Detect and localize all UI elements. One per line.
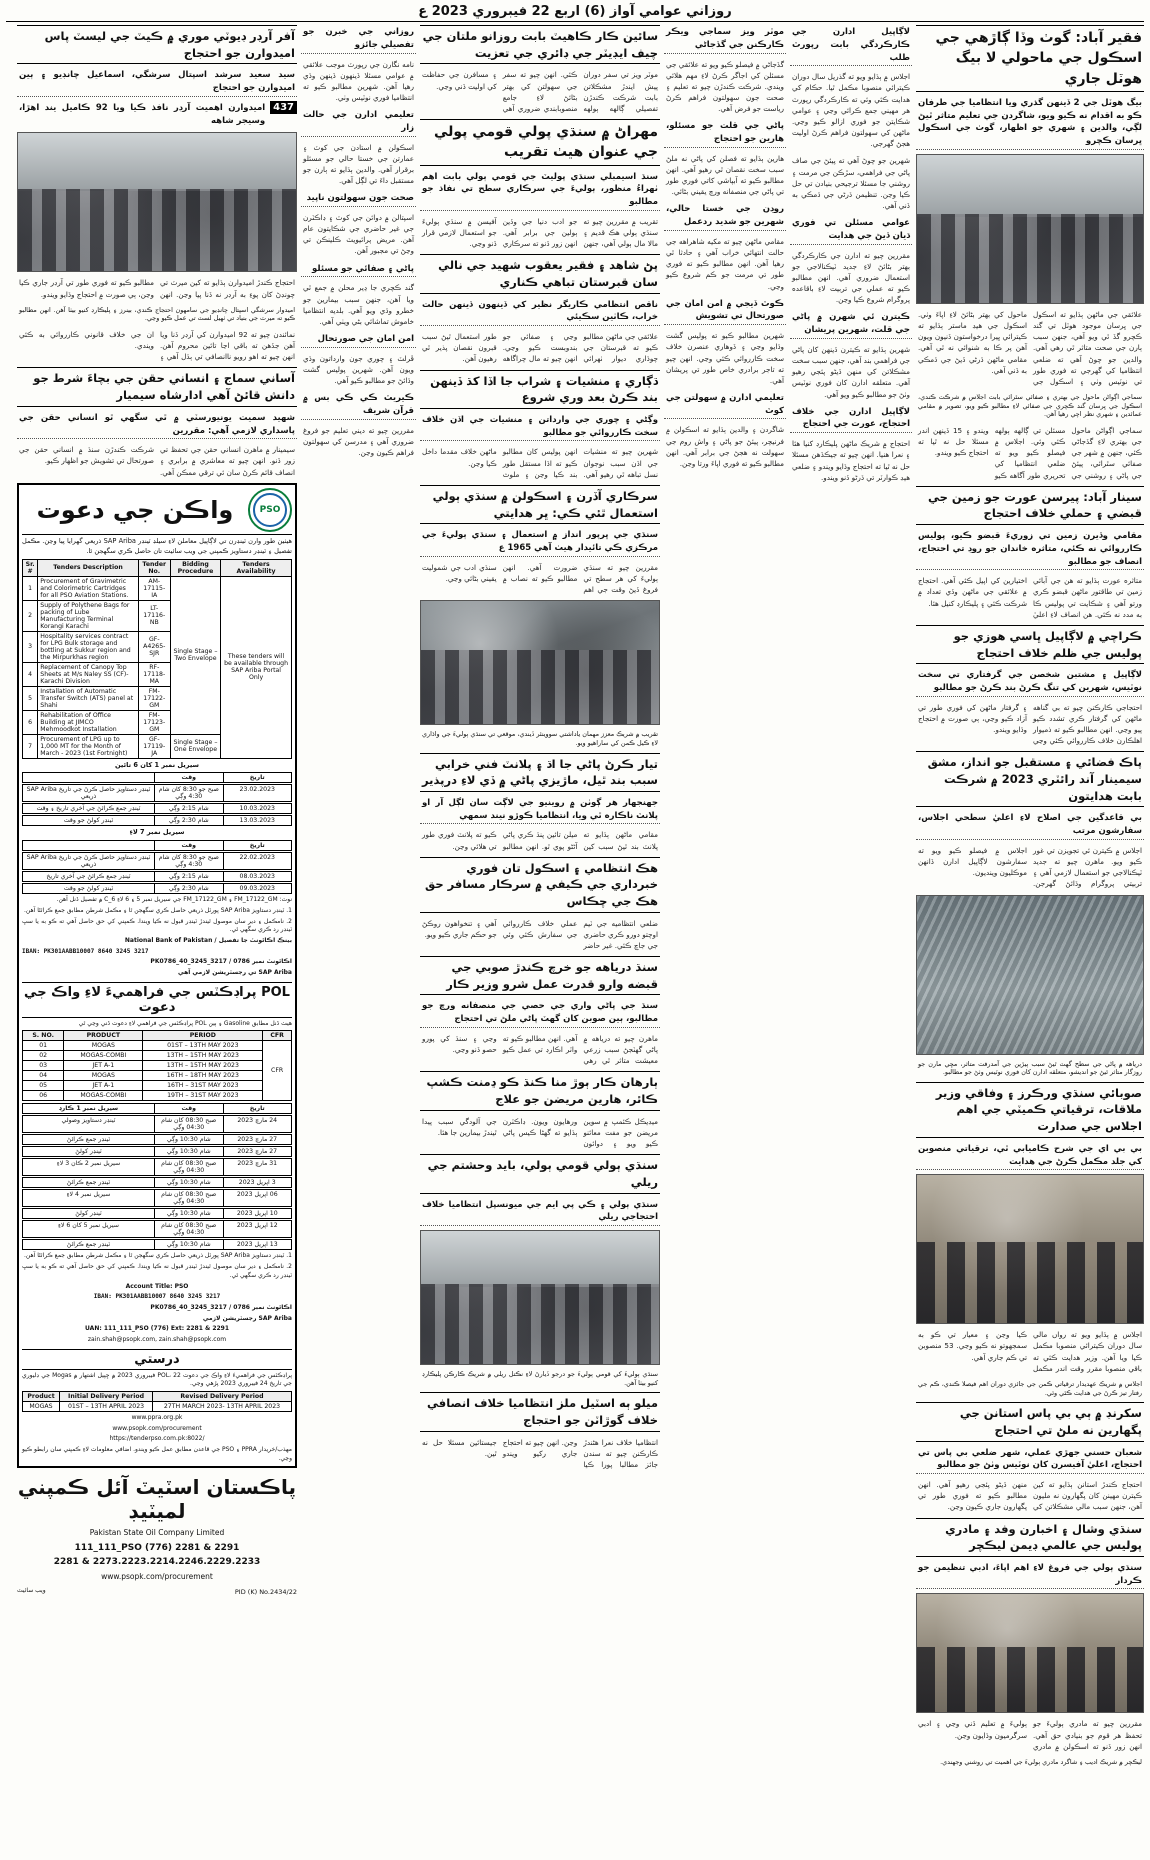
article-body: هارين ٻڌايو ته فصلن کي پاڻي نه ملڻ سبب سخت نقصان ٿي رهيو آهي. انهن مطالبو ڪيو ته آبپاشي کاتي فوري طور تي پاڻي جي منصفانه ورڇ يقيني بڻائي. xyxy=(666,153,784,197)
photo-caption: ليڪچر ۾ شريڪ اديب ۽ شاگرد مادري ٻوليءَ جي اهميت تي روشني وجهندي. xyxy=(940,1757,1142,1766)
cell-sno: 05 xyxy=(23,1081,64,1091)
cell-time: شام 2:15 وڳي xyxy=(154,804,223,813)
article-body: علائقي جي ماڻهن ٻڌايو ته اسڪول جي ڀرسان موجود هوٽل تي گند ڪچرو گڏ ٿي ويو آهي، جنهن سبب ٻارن جي صحت متاثر ٿي رهي آهي. والدين جو چوڻ آهي ته ضلعي انتظاميا کي گهرجي ته فوري طور تي نوٽيس وٺي ۽ اسڪول جي ماحول کي بهتر بڻائڻ لاءِ اپاءَ وٺي. اسڪول جي هيڊ ماستر ٻڌايو ته ڪيترائي ڀيرا درخواستون ڏنيون ويون آهن پر ڪا به شنوائي نه ٿي آهي. مقامي ماڻهن ڌرڻي ڏيڻ جي ڌمڪي به ڏني آهي. xyxy=(918,309,1142,386)
cell-date: 27 مارچ 2023 xyxy=(223,1135,292,1144)
account-title: Account Title: PSO xyxy=(125,1282,189,1290)
subheadline: بي بي اي جي شرح ڪاميابي ٿي، ترقياتي منصوبن کي جلد مڪمل ڪرڻ جي هدايت xyxy=(916,1142,1144,1171)
cell-period: 16TH – 18TH MAY 2023 xyxy=(143,1071,263,1081)
correction-title: درستي xyxy=(22,1349,292,1370)
col-header-date: تاريخ xyxy=(223,841,292,850)
cell-sno: 03 xyxy=(23,1061,64,1071)
article-body: احتجاج ڪندڙ استانن ٻڌايو ته کين ڪيترن مهينن کان پگهارون نه مليون آهن، جنهن سبب مالي مشڪلاتن کي منهن ڏيڻو پئجي رهيو آهي. انهن مطالبو ڪيو ته فوري طور تي پگهارون جاري ڪيون وڃن. xyxy=(918,1480,1142,1512)
col-header-availability: Tenders Availability xyxy=(221,559,292,576)
col-header-product: PRODUCT xyxy=(64,1031,143,1041)
cell-time: شام 2:30 وڳي xyxy=(154,884,223,893)
table-row xyxy=(23,1071,292,1081)
article-body: انتظاميا خلاف نعرا هڻندڙ ڪارڪنن چيو ته سندن جائز مطالبا پورا ڪيا وڃن. انهن چيو ته احتجاج جاري رکيو ويندو جيستائين مسئلا حل نه ٿين. xyxy=(422,1437,658,1470)
schedule-row xyxy=(22,871,292,882)
article-body: شهرين چيو ته منشيات جي اڏن سبب نوجوان نسل تباهه ٿي رهيو آهي. انهن پوليس کان مطالبو ڪيو ته اڏا مستقل طور بند ڪيا وڃن ۽ ملوث ماڻهن خلاف مقدما داخل ڪيا وڃن. xyxy=(422,447,658,479)
headline: سکرنڊ ۾ ٻي بي پاس استانن جي پگهارين نه ملڻ تي احتجاج xyxy=(916,1402,1144,1441)
cell-desc: Hospitality services contract for LPG Bulk storage and bottling at Sukkur region and the Mirpurkhas region xyxy=(38,631,138,662)
col-header-date: تاريخ xyxy=(223,1104,292,1113)
col-header-sr: Sr. # xyxy=(23,559,38,576)
cell-label: ٽينڊر دستاويز وصولي xyxy=(61,1117,116,1125)
account-line: اڪائونٽ نمبر PK0786_40_3245_3217 / 0786 xyxy=(150,958,292,966)
schedule-row xyxy=(22,1220,292,1238)
serial-note-1: سيريل نمبر 1 کان 6 تائين xyxy=(115,760,199,769)
article-body: مقررين چيو ته ديني تعليم جو فروغ ضروري آهي ۽ مدرسن کي سهولتون فراهم ڪيون وڃن. xyxy=(303,425,414,458)
schedule-table-2 xyxy=(22,840,292,894)
ariba-registration-line: SAP Ariba تي رجسٽريشن لازمي آهي xyxy=(178,969,292,977)
cell-no: FM-17123-GM xyxy=(138,710,170,734)
column-4 xyxy=(420,25,660,1855)
article-body: ماهرن چيو ته درياهه ۾ پاڻي گهٽجڻ سبب زرعي معيشت متاثر ٿي رهي آهي. انهن مطالبو ڪيو ته واٽر اڪارڊ تي عمل ڪيو وڃي ۽ سنڌ کي پورو حصو ڏنو وڃي. xyxy=(422,1033,658,1066)
cell-sr: 7 xyxy=(23,734,38,758)
subheadline: سنڌ جي پاڻي واري جي حصي جي منصفانه ورڇ جو مطالبو، ٻين صوبن کان گهٽ پاڻي ملڻ تي احتجاج xyxy=(420,999,660,1028)
article-body: اجلاس ۾ ڪيترن ئي تجويزن تي غور ڪيو ويو. ماهرن چيو ته جديد ٽيڪنالاجي جو استعمال لازمي آهي ۽ تربيتي پروگرام وڌائڻ گهرجن. اجلاس ۾ فيصلو ڪيو ويو ته سفارشون لاڳاپيل ادارن ڏانهن موڪليون وينديون. xyxy=(918,845,1142,889)
cell-sno: 01 xyxy=(23,1041,64,1051)
article-body: شاگردن ۽ والدين ٻڌايو ته اسڪولن ۾ فرنيچر، پيئڻ جو پاڻي ۽ واش روم جي سهولت نه هجڻ جي برابر آهي. انهن مطالبو ڪيو ته فوري اپاءَ ورتا وڃن. xyxy=(666,425,784,468)
cell-time: صبح جو 8:30 کان شام 4:30 وڳي xyxy=(154,853,223,869)
iban-line: IBAN: PK301AABB10007 8640 3245 3217 xyxy=(22,947,149,955)
cell-availability: These tenders will be available through SAP Ariba Portal Only xyxy=(221,576,292,758)
subheadline: صحت جون سهولتون ناپيد xyxy=(301,191,416,207)
cell-label: ٽينڊر دستاويز حاصل ڪرڻ جي تاريخ SAP Ariba ذريعي xyxy=(26,854,151,869)
subheadline: شعبان حسني جهڙي عملي، شهر ضلعي بي پاس تي احتجاج، اعليٰ آفيسرن کان نوٽيس وٺڻ جو مطالبو xyxy=(916,1446,1144,1475)
subheadline: تعليمي ادارن ۾ سهولتن جي کوٽ xyxy=(664,391,786,420)
article-body: ڦرلٽ ۽ چوري جون وارداتون وڌي ويون آهن. شهرين پوليس گشت وڌائڻ جو مطالبو ڪيو آهي. xyxy=(303,353,414,386)
headline: سرڪاري آڏرن ۽ اسڪولن ۾ سنڌي ٻولي استعمال ٿئي ڪي: ڀر هدايتي xyxy=(420,485,660,524)
cell-desc: Supply of Polythene Bags for packing of Lube Manufacturing Terminal Korangi Karachi xyxy=(38,600,138,631)
headline: ڌڳاري ۽ منشيات ۽ شراب جا اڏا کڌ ڏينهن بند ڪرڻ بعد وري شروع xyxy=(420,370,660,409)
col-header-desc: Tenders Description xyxy=(38,559,138,576)
cell-date: 06 اپريل 2023 xyxy=(223,1190,292,1206)
headline: هڪ انتظامي ۽ اسڪول تان فوري خبرداري جي ڪيفي ۾ سرڪار مسافر حق هڪ جي چڪاس xyxy=(420,857,660,913)
col-header-revised: Revised Delivery Period xyxy=(153,1392,292,1402)
link-tenderpso[interactable]: https://tenderpso.com.pk:8022/ xyxy=(109,1435,205,1443)
cell-label: ٽينڊر جمع ڪرائڻ جي آخري تاريخ ۽ وقت xyxy=(36,805,141,813)
article-body: گڏجاڻي ۾ فيصلو ڪيو ويو ته علائقي جي مسئلن کي اجاگر ڪرڻ لاءِ مهم هلائي ويندي. شرڪت ڪندڙن چيو ته تعليم ۽ صحت جون سهولتون فراهم ڪرڻ رياست جو فرض آهي. xyxy=(666,59,784,114)
table-row xyxy=(23,1041,292,1051)
cell-label: ٽينڊر کولڻ xyxy=(75,1210,102,1218)
col-header-time: وقت xyxy=(154,841,223,850)
ariba-registration-line-2: SAP Ariba رجسٽريشن لازمي xyxy=(202,1314,292,1322)
cell-product: MOGAS-COMBI xyxy=(64,1051,143,1061)
cell-label: سيريل نمبر 5 کان 6 لاءِ xyxy=(58,1222,119,1230)
cell-date: 23.02.2023 xyxy=(223,785,292,801)
condition-1: 1. ٽينڊر دستاويز SAP Ariba پورٽل ذريعي حاصل ڪري سگهجن ٿا ۽ مڪمل شرطن مطابق جمع ڪرائڻا آهن. xyxy=(24,906,292,914)
subheadline: لاڳاپيل ادارن جي خلاف احتجاج، عورت جي احتجاج xyxy=(790,405,912,434)
cell-sr: 4 xyxy=(23,662,38,686)
cell-label: ٽينڊر جمع ڪرائڻ xyxy=(66,1179,111,1187)
cell-time: شام 10:30 وڳي xyxy=(154,1147,223,1156)
col-header-product: Product xyxy=(23,1392,60,1402)
masthead: روزاني عوامي آواز (6) اربع 22 فيبروري 2023 ع xyxy=(6,4,1144,22)
cell-date: 3 اپريل 2023 xyxy=(223,1178,292,1187)
cell-date: 10 اپريل 2023 xyxy=(223,1209,292,1218)
cell-time: صبح 08:30 کان شام 04:30 وڳي xyxy=(154,1159,223,1175)
tenders-table xyxy=(22,559,292,759)
article-body: مقررين چيو ته سنڌي ٻوليءَ کي هر سطح تي فروغ ڏيڻ وقت جي اهم ضرورت آهي. انهن مطالبو ڪيو ته نصاب ۾ سنڌي ادب جي شموليت يقيني بڻائي وڃي. xyxy=(422,562,658,595)
cell-product: MOGAS xyxy=(64,1041,143,1051)
schedule-row xyxy=(22,1158,292,1176)
cell-no: RF-17118-MA xyxy=(138,662,170,686)
pol-schedule-table xyxy=(22,1103,292,1250)
col-header-no: Tender No. xyxy=(138,559,170,576)
closing-note: مهذب/خريدار PPRA ۽ PSO جي قاعدن مطابق عمل ڪيو ويندو. اضافي معلومات لاءِ ڪمپني سان رابطو ڪيو وڃي. xyxy=(22,1446,292,1462)
col-header-cfr: CFR xyxy=(263,1031,292,1041)
headline: فقير آباد: گوٺ وڏا ڳاڙهي جي اسڪول جي ماحولي لا بيگ هوٽل جاري xyxy=(916,25,1144,92)
cell-label: ٽينڊر کولڻ xyxy=(75,1148,102,1156)
cell-sr: 3 xyxy=(23,631,38,662)
article-body: اجلاس ۾ ٻڌايو ويو ته رواں مالي سال دوران ڪيترائي منصوبا مڪمل ڪيا ويا آهن. وزير هدايت ڪئي ته باقي منصوبا مقرر وقت اندر مڪمل ڪيا وڃن ۽ معيار تي ڪو به سمجهوتو نه ڪيو وڃي. 53 منصوبن تي ڪم جاري آهي. xyxy=(918,1330,1142,1373)
article-body: ميڊيڪل ڪئمپ ۾ سوين مريضن جو مفت معائنو ڪيو ويو ۽ دوائون ورهايون ويون. ڊاڪٽرن ٻڌايو ته گهڻا ڪيس پاڻي جي آلودگي سبب پيدا ٿيندڙ بيمارين جا هئا. xyxy=(422,1116,658,1149)
col-header-time: وقت xyxy=(154,773,223,782)
cell-period: 13TH – 15TH MAY 2023 xyxy=(143,1051,263,1061)
link-procurement[interactable]: www.psopk.com/procurement xyxy=(112,1424,202,1432)
article-body: سيمينار ۾ ماهرن انساني حقن جي تحفظ تي زور ڏنو. انهن چيو ته معاشري ۾ برابري ۽ انصاف قائم ڪرڻ سان ئي ترقي ممڪن آهي. شرڪت ڪندڙن سنڌ ۾ انساني حقن جي صورتحال تي تشويش جو اظهار ڪيو. xyxy=(19,445,295,477)
schedule-row xyxy=(22,1134,292,1145)
column-5 xyxy=(301,25,416,1855)
iban-line-2: IBAN: PK301AABB10007 8640 3245 3217 xyxy=(93,1293,221,1301)
cell-time: شام 2:30 وڳي xyxy=(154,816,223,825)
schedule-header xyxy=(22,1103,292,1114)
footer-website[interactable]: www.psopk.com/procurement xyxy=(101,1572,213,1582)
col-header-date: تاريخ xyxy=(223,773,292,782)
article-body: اجلاس ۾ ٻڌايو ويو ته گذريل سال دوران ڪيترائي منصوبا مڪمل ٿيا. حڪام کي هدايت ڪئي وئي ته ڪارڪردگي رپورٽ هر مهيني جمع ڪرائي وڃي ۽ عوامي شڪايتن جو فوري ازالو ڪيو وڃي. ماڻهن کي سهولتون فراهم ڪرڻ اوليت هجڻ گهرجي. xyxy=(792,72,910,149)
cell-date: 08.03.2023 xyxy=(223,872,292,881)
subheadline: روزاني جي خبرن جو تفصيلي جائزو xyxy=(301,25,416,54)
cell-sno: 04 xyxy=(23,1071,64,1081)
article-body: نمائندن چيو ته 92 اميدوارن کي آرڊر ڏنا ويا آهن جڏهن ته باقي اڃا تائين محروم آهن. انهن چيو ته اهو رويو ناانصافي تي ٻڌل آهي ۽ ان جي خلاف قانوني ڪارروائي به ڪئي ويندي. xyxy=(19,329,295,362)
headline: پڻ شاهد ۽ فقير يعقوب شهيد جي نالي سان قبرستان تباهي ڪناري xyxy=(420,254,660,293)
cell-period: 16TH – 31ST MAY 2023 xyxy=(143,1081,263,1091)
table-row xyxy=(23,1061,292,1071)
condition-2: 2. نامڪمل ۽ دير سان موصول ٿيندڙ ٽينڊر قبول نه ڪيا ويندا. ڪمپني کي حق حاصل آهي ته ڪو به يا سڀ ٽينڊر رد ڪري سگهي ٿي. xyxy=(22,917,292,934)
article-body: گند ڪچري جا ڍير محلن ۾ جمع ٿي ويا آهن، جنهن سبب بيمارين جو خطرو وڌي ويو آهي. بلديه انتظاميا خاموش تماشائي بڻي ويٺي آهي. xyxy=(303,283,414,326)
column-3 xyxy=(664,25,786,1855)
pol-condition-1: 1. ٽينڊر دستاويز SAP Ariba پورٽل ذريعي حاصل ڪري سگهجن ٿا ۽ مڪمل شرطن مطابق جمع ڪرائڻا آهن. xyxy=(24,1252,292,1260)
cell-label: ٽينڊر دستاويز حاصل ڪرڻ جي تاريخ SAP Ariba ذريعي xyxy=(26,786,151,801)
headline: سنڌي ٻولي قومي ٻولي، بايد وحشتم جي ريلي xyxy=(420,1154,660,1193)
headline: پاڪ فضائي ۽ مستقبل جو انداز، مشق سيمينار آند رائٽري 2023 ۾ شرڪت بابت هدايتون xyxy=(916,751,1144,807)
cell-date: 13 اپريل 2023 xyxy=(223,1240,292,1249)
subheadline: لاڳاپيل ۽ مشتبن شخصن جي گرفتاري تي سخت نوٽيس، شهرين کي تنگ ڪرڻ بند ڪرڻ جو مطالبو xyxy=(916,668,1144,697)
schedule-header xyxy=(22,772,292,783)
headline: ڪراچي ۾ لاڳاپيل ڀاسي هوزي جو پوليس جي ظلم خلاف احتجاج xyxy=(916,625,1144,664)
headline: صوبائي سنڌي ورڪرز ۽ وفاقي وزير ملاقات، ترقياتي ڪميٽي جي اهم اجلاس جي صدارت xyxy=(916,1082,1144,1138)
cell-label: ٽينڊر جمع ڪرائڻ xyxy=(66,1136,111,1144)
cell-no: GF-A4265-SJR xyxy=(138,631,170,662)
schedule-row xyxy=(22,1189,292,1207)
cell-period: 01ST – 13TH MAY 2023 xyxy=(143,1041,263,1051)
cell-time: شام 10:30 وڳي xyxy=(154,1240,223,1249)
cell-cfr: CFR xyxy=(263,1041,292,1101)
cell-time: شام 10:30 وڳي xyxy=(154,1135,223,1144)
cell-date: 31 مارچ 2023 xyxy=(223,1159,292,1175)
article-body: تقريب ۾ مقررين چيو ته سنڌي ٻولي هڪ قديم ۽ مالا مال ٻولي آهي، جنهن جو ادب دنيا جي وڏين ٻولين جي برابر آهي. انهن زور ڏنو ته سرڪاري آفيسن ۾ سنڌي ٻوليءَ جو استعمال لازمي قرار ڏنو وڃي. xyxy=(422,216,658,249)
advert-header xyxy=(22,488,292,535)
schedule-row xyxy=(22,1208,292,1219)
cell-label: سيريل نمبر 2 ڪان 3 لاءِ xyxy=(56,1160,121,1168)
pol-intro: هيٺ ڏنل مطابق Gasoline ۽ ٻين POL پراڊڪٽس جي فراهمي لاءِ دعوت ڏني وڃي ٿي xyxy=(78,1019,292,1027)
cell-date: 13.03.2023 xyxy=(223,816,292,825)
cell-desc: Procurement of Gravimetric and Colorimetric Cartridges for all PSO Aviation Stations. xyxy=(38,576,138,600)
cell-time: صبح 08:30 کان شام 04:30 وڳي xyxy=(154,1221,223,1237)
photo-caption: اميدوار سرشگي اسپتال چانڊيو جي سامهون احتجاج ڪندي، بينرز ۽ پليڪارڊ کنيو بيٺا آهن. انهن مطالبو ڪيو ته ميرٽ جي بنياد تي ٺهيل لسٽ تي عمل ڪيو وڃي. xyxy=(19,305,295,323)
article-body: مقررين چيو ته ادارن جي ڪارڪردگي بهتر بڻائڻ لاءِ جديد ٽيڪنالاجي جو استعمال ضروري آهي. انهن مطالبو ڪيو ته عملي جي تربيت لاءِ باقاعده پروگرام شروع ڪيا وڃن. xyxy=(792,250,910,305)
schedule-row xyxy=(22,1146,292,1157)
article-body: احتجاجي ڪارڪنن چيو ته بي گناهه ماڻهن کي گرفتار ڪري تشدد ڪيو پيو وڃي. انهن مطالبو ڪيو ته ذميوار اهلڪارن خلاف ڪارروائي ڪئي وڃي ۽ گرفتار ماڻهن کي فوري طور تي آزاد ڪيو وڃي، ٻي صورت ۾ احتجاج وڌايو ويندو. xyxy=(918,702,1142,746)
pol-condition-2: 2. نامڪمل ۽ دير سان موصول ٿيندڙ ٽينڊر قبول نه ڪيا ويندا. ڪمپني کي حق حاصل آهي ته ڪو به يا سڀ ٽينڊر رد ڪري سگهي ٿي. xyxy=(22,1263,292,1279)
cell-period: 13TH – 15TH MAY 2023 xyxy=(143,1061,263,1071)
cell-time: صبح 08:30 کان شام 04:30 وڳي xyxy=(154,1116,223,1132)
subheadline: عوامي مسئلن تي فوري ڌيان ڏيڻ جي هدايت xyxy=(790,216,912,245)
table-row xyxy=(23,1081,292,1091)
news-photo xyxy=(916,1174,1144,1324)
link-ppra[interactable]: www.ppra.org.pk xyxy=(131,1414,183,1422)
columns-container xyxy=(6,25,1144,1855)
column-1 xyxy=(916,25,1144,1855)
headline: سينار آباد: پيرسن عورت جو زمين جي قبضي ۽ حملي خلاف احتجاج xyxy=(916,486,1144,525)
cell-no: FM-17122-GM xyxy=(138,686,170,710)
count-badge: 437 xyxy=(270,101,297,114)
cell-no: AM-17115-IA xyxy=(138,576,170,600)
schedule-row xyxy=(22,815,292,826)
account-line-2: اڪائونٽ نمبر PK0786_40_3245_3217 / 0786 xyxy=(150,1303,292,1311)
subheadline: بي قاعدگين جي اصلاح لاءِ اعليٰ سطحي اجلاس، سفارشون مرتب xyxy=(916,811,1144,840)
schedule-row xyxy=(22,1115,292,1133)
schedule-row xyxy=(22,803,292,814)
headline: ٻارهان ڪار ٻوڙ منا ڪنڌ ڪو ڍمنت ڪشپ ڪائر، هارين مريضن جو علاج xyxy=(420,1071,660,1110)
schedule-header xyxy=(22,840,292,851)
pol-table xyxy=(22,1030,292,1101)
pol-advert-title: POL پراڊڪٽس جي فراهميءَ لاءِ واڪ جي دعوت xyxy=(22,982,292,1018)
cell-product: MOGAS xyxy=(23,1402,60,1412)
article-body: شهرين جو چوڻ آهي ته پيئڻ جي صاف پاڻي جي فراهمي، سڙڪن جي مرمت ۽ روشني جا مسئلا ترجيحي بنيادن تي حل ڪيا وڃن. تنظيمن ڌرڻي جي ڌمڪي به ڏني آهي. xyxy=(792,156,910,210)
article-body: احتجاج ڪندڙ اميدوارن ٻڌايو ته کين ميرٽ تي چونڊڻ کان پوءِ به آرڊر نه ڏنا پيا وڃن. انهن مطالبو ڪيو ته فوري طور تي آرڊر جاري ڪيا وڃن، ٻي صورت ۾ احتجاج وڌايو ويندو. xyxy=(19,278,295,299)
cell-label: ٽينڊر جمع ڪرائڻ جي آخري تاريخ xyxy=(46,873,131,881)
news-photo xyxy=(916,895,1144,1055)
subheadline: جهنجهار هر ڳوٺن ۾ روينيو جي لاڳت سان لڳل آر او پلانٽ ناڪاره ٿي ويا، انتظاميا ڪوڙو نيند سمهي xyxy=(420,796,660,825)
subheadline: اميدوارن اهميت آرڊر نافذ ڪيا ويا 92 ڪاميل يند اهڙا، وسيجر شاهه xyxy=(19,102,266,126)
article-body: مقامي ماڻهن چيو ته مکيه شاهراهه جي حالت انتهائي خراب آهي ۽ حادثا ٿي رهيا آهن. انهن مطالبو ڪيو ته فوري طور تي مرمت جو ڪم شروع ڪيو وڃي. xyxy=(666,236,784,291)
subheadline: شهيد سميت يونيورسٽي ۾ ٿي سگهي ٿو انساني حقن جي پاسداري لازمي آهي: مقررين xyxy=(17,411,297,440)
subheadline: روڊن جي خستا حالي، شهرين جو شديد ردعمل xyxy=(664,202,786,231)
column-2 xyxy=(790,25,912,1855)
subheadline: ناقص انتظامي ڪاريگر نظير کي ڏينهون ڏينهن حالت خراب، ڪاٺين سڪيئي xyxy=(420,298,660,327)
cell-desc: Replacement of Canopy Top Sheets at M/s Naley SS (CF)-Karachi Division xyxy=(38,662,138,686)
news-photo xyxy=(916,154,1144,304)
schedule-row xyxy=(22,1239,292,1250)
subheadline: ڪيريٽ ڪي ڪي بس ۾ قرآن شريف xyxy=(301,391,416,420)
cell-sr: 1 xyxy=(23,576,38,600)
cell-label: ٽينڊر جمع ڪرائڻ xyxy=(66,1241,111,1249)
schedule-row xyxy=(22,883,292,894)
correction-table xyxy=(22,1391,292,1412)
cell-sno: 06 xyxy=(23,1091,64,1101)
cell-label: ٽينڊر کولڻ جو وقت xyxy=(63,817,114,825)
cell-revised: 27TH MARCH 2023- 13TH APRIL 2023 xyxy=(153,1402,292,1412)
article-body: سماجي اڳواڻن ماحول جي بهتري لاءِ گڏجاڻي ڪئي، جنهن ۾ شهر جي صفائي سٿرائي، پيئڻ جي پاڻي ۽ روشني جي مسئلن تي ڳالهه ٻولهه ڪئي وئي. اجلاس ۾ فيصلو ڪيو ويو ته ضلعي انتظاميا کي تحريري طور آگاهه ڪيو ويندو ۽ 15 ڏينهن اندر مسئلا حل نه ٿيا ته احتجاج ڪيو ويندو. xyxy=(918,425,1142,480)
cell-product: MOGAS xyxy=(64,1071,143,1081)
subheadline: سنڌ اسيمبلي سنڌي پوليٽ جي قومي ٻولي بابت اهم ٺهراءُ منظور، ٻوليءَ جي سرڪاري سطح تي نفاذ جو مطالبو xyxy=(420,170,660,211)
article-body: مقررين چيو ته مادري ٻوليءَ جو تحفظ هر قوم جو بنيادي حق آهي. انهن زور ڏنو ته اسڪولن ۾ مادري ٻوليءَ ۾ تعليم ڏني وڃي ۽ ادبي سرگرميون وڌايون وڃن. xyxy=(918,1719,1142,1751)
cell-initial: 01ST – 13TH APRIL 2023 xyxy=(60,1402,153,1412)
contact-line: UAN: 111_111_PSO (776) Ext: 2281 & 2291 xyxy=(84,1325,230,1333)
advert-intro: هيٺين طور وارن ٽينڊرن تي لاڳاپيل معاملن لاءِ سيلڊ ٽينڊر SAP Ariba ذريعي گهرايا پيا وڃن. مڪمل تفصيل ۽ ٽينڊر دستاويز ڪمپني جي ويب سائيٽ تان حاصل ڪري سگهجن ٿا. xyxy=(22,536,292,555)
cell-bidding: Single Stage – Two Envelope xyxy=(170,576,220,734)
cell-date: 22.02.2023 xyxy=(223,853,292,869)
cell-period: 19TH – 31ST MAY 2023 xyxy=(143,1091,263,1101)
schedule-row xyxy=(22,784,292,802)
article-body: ضلعي انتظاميه جي ٽيم اوچتو دورو ڪري حاضري جي جاچ ڪئي. غير حاضر عملي خلاف ڪارروائي جي سفارش ڪئي وئي آهي ۽ تنخواهون روڪڻ جو حڪم جاري ڪيو ويو. xyxy=(422,918,658,950)
cell-no: GF-17119-JA xyxy=(138,734,170,758)
serial-note-2: سيريل نمبر 7 لاءِ xyxy=(129,828,185,837)
cell-product: JET A-1 xyxy=(64,1061,143,1071)
subheadline: بيگ هوٽل جي 2 ڏينهن گذري ويا انتظاميا جي طرفان ڪو به اقدام نه ڪيو ويو، شاگردن جي تعليم متاثر ٿيڻ لڳي، والدين ۽ شهري جو اظهار، گوٺ جي اسڪول ڀرسان ڪچرو xyxy=(916,96,1144,150)
subheadline: امن امان جي صورتحال xyxy=(301,332,416,348)
subheadline: پاڻي جي قلت جو مسئلو، هارين جو احتجاج xyxy=(664,119,786,148)
news-photo xyxy=(17,132,297,272)
schedule-row xyxy=(22,1177,292,1188)
col-header-sno: S. NO. xyxy=(23,1031,64,1041)
subheadline: سنڌي ٻولي جي فروغ لاءِ اهم اپاءَ، ادبي تنظيمن جو ڪردار xyxy=(916,1561,1144,1590)
headline: مهراڻ ۾ سنڌي پولي قومي پولي جي عنوان هيٺ تقريب xyxy=(420,119,660,166)
cell-label: ٽينڊر کولڻ جو وقت xyxy=(63,885,114,893)
article-body: اسڪولن ۾ استادن جي کوٽ ۽ عمارتن جي خستا حالي جو مسئلو برقرار آهي. والدين ٻڌايو ته ٻارن جو مستقبل داءَ تي لڳل آهي. xyxy=(303,142,414,186)
headline: سائين ڪار ڪاهيٽ بابت روزانو ملتان جي چيف ايڊيٽر جي ڊائري جي تعزيت xyxy=(420,25,660,64)
subheadline: لاڳاپيل ادارن جي ڪارڪردگي بابت رپورٽ طلب xyxy=(790,25,912,66)
cell-sr: 5 xyxy=(23,686,38,710)
table-row xyxy=(23,576,292,600)
cell-desc: Procurement of LPG up to 1,000 MT for the Month of March - 2023 (1st Fortnight) xyxy=(38,734,138,758)
col-header-serial: سيريل نمبر 1 ڪارڊ xyxy=(58,1105,119,1113)
article-body: اسپتالن ۾ دوائن جي کوٽ ۽ ڊاڪٽرن جي غير حاضري جي شڪايتون عام آهن. مريض پرائيويٽ ڪلينڪن تي وڃڻ تي مجبور آهن. xyxy=(303,213,414,256)
cell-sr: 6 xyxy=(23,710,38,734)
pso-tender-advert xyxy=(17,483,297,1469)
subheadline: سيد سعيد سرشد اسپتال سرشگي، اسماعيل چانڊيو ۽ ٻين اميدوارن جو احتجاج xyxy=(17,68,297,97)
news-photo xyxy=(420,600,660,725)
photo-caption: سماجي اڳواڻن ماحول جي بهتري ۽ صفائي سٿرائي بابت اجلاس ۾ شرڪت ڪندي، اسڪول جي ڀرسان گند ڪچري جي صفائي لاءِ مطالبو ڪيو ويو، تصوير ۾ مقامي عمائدين ۽ شهري نظر اچي رهيا آهن. xyxy=(918,392,1142,419)
schedule-row xyxy=(22,852,292,870)
col-header-bidding: Bidding Procedure xyxy=(170,559,220,576)
cell-no: LT-17116-NB xyxy=(138,600,170,631)
col-header-time: وقت xyxy=(154,1104,223,1113)
article-body: احتجاج ۾ شريڪ ماڻهن پليڪارڊ کنيا هئا ۽ نعرا هنيا. انهن چيو ته جيڪڏهن مسئلا حل نه ٿيا ته احتجاج وڌايو ويندو ۽ ضلعي هيڊ ڪوارٽر تي ڌرڻو ڏنو ويندو. xyxy=(792,439,910,482)
cell-date: 10.03.2023 xyxy=(223,804,292,813)
email-line[interactable]: zain.shah@psopk.com, zain.shah@psopk.com xyxy=(87,1335,227,1343)
cell-label: سيريل نمبر 4 لاءِ xyxy=(66,1191,111,1199)
cell-sno: 02 xyxy=(23,1051,64,1061)
schedule-table-1 xyxy=(22,772,292,826)
footer-site-label: ويب سائيٽ xyxy=(17,1587,46,1595)
article-body: موٽر ويز تي سفر دوران پيش ايندڙ مشڪلاتن بابت شرڪت ڪندڙن تفصيلي ڳالهه ٻولهه ڪئي. انهن چيو ته سفر جي سهولتن کي بهتر بڻائڻ لاءِ جامع منصوبابندي ضروري آهي ۽ مسافرن جي حفاظت کي اوليت ڏني وڃي. xyxy=(422,70,658,113)
cell-desc: Rehabilitation of Office Building at JIMCO Mehmoodkot Installation xyxy=(38,710,138,734)
article-body: شهرين مطالبو ڪيو ته پوليس گشت وڌايو وڃي ۽ ڏوهاري عنصرن خلاف سخت ڪارروائي ڪئي وڃي. انهن چيو ته تاجر برادري خاص طور تي پريشان آهي. xyxy=(666,331,784,385)
advert-title: واڪن جي دعوت xyxy=(36,495,234,524)
cell-time: شام 2:15 وڳي xyxy=(154,872,223,881)
correction-body: پراڊڪٽس جي فراهميءَ لاءِ واڪ جي دعوت POL، 22 فيبروري 2023 ۾ ڇپيل اشتهار ۾ Mogas جي ڊليوري جي تاريخ 24 فيبروري 2023 پڙهي وڃي. xyxy=(22,1371,292,1388)
subheadline: سنڌي ٻولي ۽ ڪي پي ايم جي ميونسپل انتظاميا خلاف احتجاجي ريلي xyxy=(420,1198,660,1227)
subheadline: موٽر ويز سماجي ويڪر ڪارڪنن جي گڏجاڻي xyxy=(664,25,786,54)
cell-date: 09.03.2023 xyxy=(223,884,292,893)
col-header-period: PERIOD xyxy=(143,1031,263,1041)
subheadline: سنڌي جي ڀرپور انداز ۾ استعمال ۽ سنڌي ٻوليءَ جي مرڪزي ڪي تائيدار هيٺ آهي 1965 ع xyxy=(420,528,660,557)
photo-caption: سنڌي ٻوليءَ کي قومي ٻوليءَ جو درجو ڏيارڻ لاءِ نڪتل ريلي ۾ شريڪ ڪارڪن پليڪارڊ کنيو بيٺا آهن. xyxy=(422,1370,658,1387)
cell-time: صبح 08:30 کان شام 04:30 وڳي xyxy=(154,1190,223,1206)
table-row xyxy=(23,1091,292,1101)
cell-product: MOGAS-COMBI xyxy=(64,1091,143,1101)
subheadline: پاڻي ۽ صفائي جو مسئلو xyxy=(301,262,416,278)
company-brand-english: Pakistan State Oil Company Limited xyxy=(89,1528,225,1538)
footer-phone-2: 2281 & 2273.2223.2214.2246.2229.2233 xyxy=(53,1557,261,1568)
bank-line: بينڪ اڪائونٽ جا تفصيل / National Bank of Pakistan xyxy=(124,937,292,945)
article-body: متاثره عورت ٻڌايو ته هن جي آبائي زمين تي طاقتور ماڻهن قبضو ڪري ورتو آهي ۽ شڪايت تي پوليس ڪا به مدد نه ڪئي. هن انصاف لاءِ اعليٰ اختيارين کي اپيل ڪئي آهي. احتجاج ۾ علائقي جي ماڻهن وڏي تعداد ۾ شرڪت ڪئي ۽ پليڪارڊ کنيل هئا. xyxy=(918,576,1142,619)
cell-time: شام 10:30 وڳي xyxy=(154,1178,223,1187)
table-row xyxy=(23,1051,292,1061)
col-header-initial: Initial Delivery Period xyxy=(60,1392,153,1402)
subheadline: ڪيترن ئي شهرن ۾ پاڻي جي قلت، شهرين پريشان xyxy=(790,310,912,339)
cell-desc: Installation of Automatic Transfer Switch (ATS) panel at Shahi xyxy=(38,686,138,710)
headline: تيار ڪرڻ پاڻي جا اڌ ۽ پلانٽ فني خرابي سبب بند ٿيل، ماڙيزي پاڻي ۾ ڏي لاءِ درپذير xyxy=(420,753,660,792)
news-photo xyxy=(916,1593,1144,1713)
cell-sr: 2 xyxy=(23,600,38,631)
subheadline: ڪوٽ ڏيجي ۾ امن امان جي صورتحال تي تشويش xyxy=(664,297,786,326)
footer-phone-1: 111_111_PSO (776) 2281 & 2291 xyxy=(74,1543,240,1554)
cell-date: 27 مارچ 2023 xyxy=(223,1147,292,1156)
headline: سنڌي وشال ۽ اخبارن وفد ۽ مادري پوليس جي عالمي ڊيمن ليڪچر xyxy=(916,1518,1144,1557)
photo-caption: تقريب ۾ شريڪ معزز مهمان ياداشتي سووينئر ڏيندي، موقعي تي سنڌي ٻوليءَ جي واڌاري لاءِ ڪيل ڪمن کي ساراهيو ويو. xyxy=(422,730,658,747)
article-body: علائقي جي ماڻهن مطالبو ڪيو ته قبرستان جي چوڌاري ديوار ٺهرائي وڃي ۽ صفائي جو بندوبست ڪيو وڃي. انهن چيو ته مال چراگاهه طور استعمال ٿيڻ سبب قبرون نقصان پذير ٿي رهيون آهن. xyxy=(422,332,658,364)
cell-date: 24 مارچ 2023 xyxy=(223,1116,292,1132)
article-body: نامه نگارن جي رپورٽ موجب علائقي ۾ عوامي مسئلا ڏينهون ڏينهن وڌي رهيا آهن. شهرين مطالبو ڪيو ته انتظاميا فوري نوٽيس وٺي. xyxy=(303,59,414,102)
table-row xyxy=(23,1402,292,1412)
photo-caption: اجلاس ۾ شريڪ عهديدار ترقياتي ڪمن جي جائزي دوران اهم فيصلا ڪندي، ڪم جي رفتار تيز ڪرڻ جي هدايت ڪئي وئي. xyxy=(918,1379,1142,1397)
headline: آساني سماج ۽ انساني حقن جي بچاءَ شرط جو دانش قائڻ آهي ادارشاه سيميار xyxy=(17,367,297,406)
article-body: مقامي ماڻهن ٻڌايو ته پلانٽ بند ٿيڻ سبب کين ميلن تائين پنڌ ڪري پاڻي آڻڻو پوي ٿو. انهن مطالبو ڪيو ته پلانٽ فوري طور تي هلائي وڃن. xyxy=(422,830,658,851)
subheadline: مقامي وڏيرن زمين تي زوريءَ قبضو ڪيو، پوليس ڪارروائي نه ڪئي، متاثره خاندان جو روڊ تي احتجاج، انصاف جو مطالبو xyxy=(916,529,1144,570)
pso-logo-icon: PSO xyxy=(248,488,292,532)
column-6 xyxy=(17,25,297,1855)
photo-caption: درياهه ۾ پاڻي جي سطح گهٽ ٿيڻ سبب ٻيڙين جي آمدرفت متاثر، مڇي مارن جو روزگار متاثر ٿيڻ جو انديشو، متعلقه ادارن کان فوري نوٽيس وٺڻ جو مطالبو. xyxy=(918,1059,1142,1077)
subheadline: وڳڻي ۽ چوري جي وارداتن ۽ منشيات جي اڏن خلاف سخت ڪارروائي جو مطالبو xyxy=(420,413,660,442)
news-photo xyxy=(420,1230,660,1365)
fm-note: نوٽ: FM_17122_GM ۽ FM_17122_GM جي سيريل نمبر 5 ۽ 6 لاءِ C_6 ۾ تفصيل ڏنل آهن. xyxy=(56,896,292,904)
pid-number: PID (K) No.2434/22 xyxy=(234,1587,297,1596)
cell-bidding: Single Stage – One Envelope xyxy=(170,734,220,758)
cell-product: JET A-1 xyxy=(64,1081,143,1091)
cell-time: صبح جو 8:30 کان شام 4:30 وڳي xyxy=(154,785,223,801)
headline: آفر آرڊر ڊيوٽي موري ۾ ڪيٽ جي ليسٽ پاس اميدوارن جو احتجاج xyxy=(17,25,297,64)
article-body: شهرين ٻڌايو ته ڪيترن ڏينهن کان پاڻي جي فراهمي بند آهي، جنهن سبب سخت مشڪلاتن کي منهن ڏيڻو پئجي رهيو آهي. متعلقه ادارن کان فوري نوٽيس وٺڻ جو مطالبو ڪيو ويو آهي. xyxy=(792,344,910,399)
cell-date: 12 اپريل 2023 xyxy=(223,1221,292,1237)
headline: ميلو ٻه اسٽيل ملز انتظاميا خلاف انصافي خلاف گوڙاٽن جو احتجاج xyxy=(420,1392,660,1431)
subheadline: تعليمي ادارن جي حالت زار xyxy=(301,108,416,137)
cell-time: شام 10:30 وڳي xyxy=(154,1209,223,1218)
headline: سنڌ درياهه جو خرچ ڪندڙ صوبي جي قبضه وارو قدرت عمل شرو وزير ڪار xyxy=(420,956,660,995)
company-brand: پاڪستان اسٽيٽ آئل ڪمپني لميٽيڊ xyxy=(17,1475,297,1524)
